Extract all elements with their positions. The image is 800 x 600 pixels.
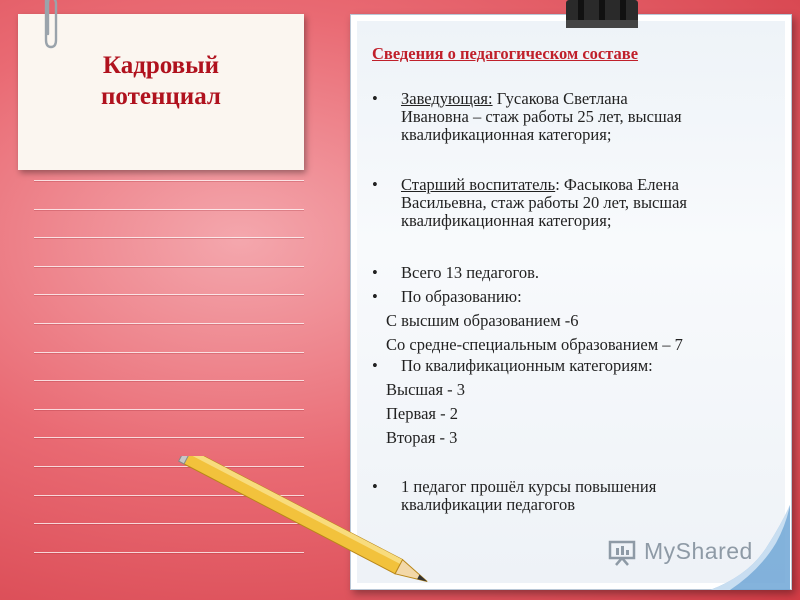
bullet: • (372, 89, 378, 108)
list-item-total: • Всего 13 педагогов. (372, 263, 539, 282)
title-line-1: Кадровый (102, 52, 220, 79)
list-item-categories: • По квалификационным категориям: (372, 356, 653, 375)
education-secondary: Со средне-специальным образованием – 7 (386, 335, 683, 354)
watermark: MyShared (644, 538, 753, 564)
category-second: Вторая - 3 (386, 428, 458, 447)
list-item-senior: • Старший воспитатель: Фасыкова Елена Васильевна, стаж работы 20 лет, высшая квалификационная категория; (372, 175, 687, 230)
sheet-heading: Сведения о педагогическом составе (372, 44, 639, 63)
page-title (18, 50, 304, 112)
role-head: Заведующая: (401, 89, 493, 108)
presentation-logo-icon (608, 538, 638, 566)
category-first: Первая - 2 (386, 404, 458, 423)
category-highest: Высшая - 3 (386, 380, 466, 399)
sheet-content (372, 44, 782, 514)
paperclip-icon (40, 0, 62, 50)
list-item-education: • По образованию: (372, 287, 522, 306)
list-item-courses: • 1 педагог прошёл курсы повышения квалификации педагогов (372, 477, 657, 514)
education-higher: С высшим образованием -6 (386, 311, 579, 330)
bullet: • (372, 175, 378, 194)
role-senior: Старший воспитатель (401, 175, 556, 194)
binder-clip-icon (566, 0, 638, 28)
pencil-icon (176, 456, 446, 586)
title-line-2: потенциал (101, 83, 221, 110)
list-item-head: • Заведующая: Гусакова Светлана Ивановна – стаж работы 25 лет, высшая квалификационная категория; (372, 89, 682, 144)
